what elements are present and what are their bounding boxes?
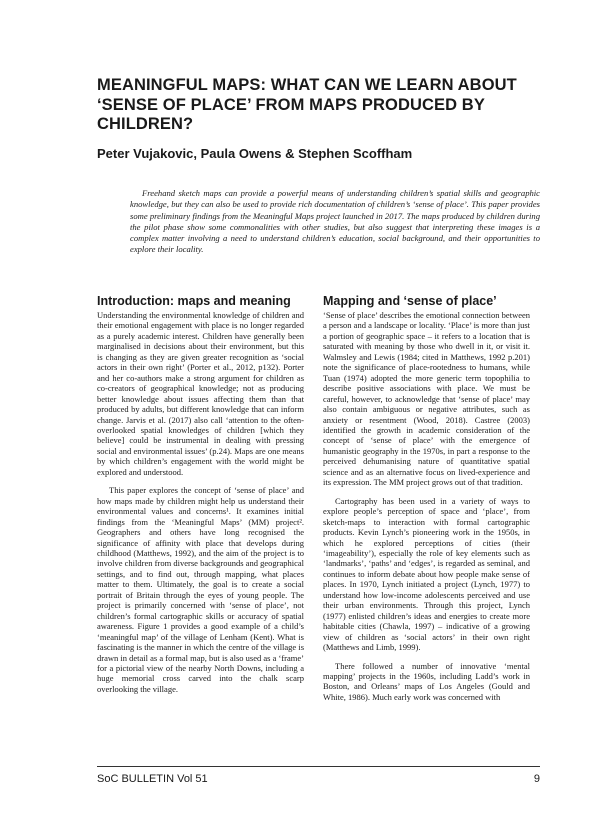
- article-abstract: Freehand sketch maps can provide a powerful means of understanding children’s spatial skills and geographic knowledge, but they can also be used to provide rich documentation of children’s ‘sense of place’. This paper provides some preliminary findings from the Meaningful Maps project launched in 2017. The maps produced by children during the pilot phase show some commonalities with other studies, but also suggest that interpreting these images is a complex matter involving a need to understand children’s education, social background, and their opportunities to explore their locality.: [130, 188, 540, 255]
- right-paragraph-3: There followed a number of innovative ‘mental mapping’ projects in the 1960s, including Ladd’s work in Boston, and Orleans’ maps of Los Angeles (Gould and White, 1986). Much early work was concerned with: [323, 660, 530, 702]
- footer-publication: SoC BULLETIN Vol 51: [97, 773, 208, 785]
- right-column: [323, 294, 530, 702]
- article-authors: Peter Vujakovic, Paula Owens & Stephen Scoffham: [97, 146, 413, 161]
- page-number: 9: [533, 773, 540, 785]
- section-heading-introduction: Introduction: maps and meaning: [97, 294, 291, 308]
- section-heading-mapping: Mapping and ‘sense of place’: [323, 294, 497, 308]
- left-paragraph-2: This paper explores the concept of ‘sense of place’ and how maps made by children might help us understand their environmental values and concerns¹. It examines initial findings from the ‘Meaningful Maps’ (MM) project². Geographers and others have long recognised the significance of affinity with place that develops during childhood (Matthews, 1992), and the aim of the project is to involve children from diverse backgrounds and geographical settings, and to find out, through mapping, what places matter to them. Ultimately, the goal is to create a social portrait of Britain through the eyes of young people. The project is primarily concerned with ‘sense of place’, not children’s formal cartographic skills or accuracy of spatial awareness. Figure 1 provides a good example of a child’s ‘meaningful map’ of the village of Lenham (Kent). What is fascinating is the manner in which the centre of the village is drawn in detail as a formal map, but is also used as a ‘frame’ for a pictorial view of the nearby North Downs, including a huge memorial cross carved into the chalk scarp overlooking the village.: [97, 485, 305, 694]
- right-paragraph-2: Cartography has been used in a variety of ways to explore people’s perception of space and ‘place’, from sketch-maps to interaction with formal cartographic products. Kevin Lynch’s pioneering work in the 1950s, in which he explored perceptions of cities (their ‘imageability’), especially the role of key elements such as ‘landmarks’, ‘paths’ and ‘edges’, is regarded as seminal, and continues to inform debate about how people make sense of places. In 1970, Lynch initiated a project (Lynch, 1977) to understand how low-income adolescents perceived and use their urban environments. Through this project, Lynch (1977) enlisted children’s ideas and energies to create more habitable cities (Chawla, 1997) – indicative of a growing view of children as ‘social actors’ in their own right (Matthews and Limb, 1999).: [323, 495, 530, 653]
- article-title: MEANINGFUL MAPS: WHAT CAN WE LEARN ABOUT ‘SENSE OF PLACE’ FROM MAPS PRODUCED BY CHILDREN?: [97, 76, 517, 133]
- right-paragraph-1: ‘Sense of place’ describes the emotional connection between a person and a landscape or locality. ‘Place’ is more than just a portion of geographic space – it refers to a location that is saturated with meaning by those who dwell in it, or visit it. Walmsley and Lewis (1984; cited in Matthews, 1992 p.201) note the significance of place-rootedness to humans, while Tuan (1974) adopted the more generic term topophilia to describe positive associations with place. We must be careful, however, to acknowledge that ‘sense of place’ may also contain ambiguous or negative attributes, such as anxiety or resentment (Wood, 2018). Castree (2003) identified the growth in academic consideration of the concept of ‘sense of place’ with the emergence of humanistic geography in the 1970s, in part a response to the perceived dehumanising nature of quantitative spatial science and as an alternative focus on lived-experience and its expression. The MM project grows out of that tradition.: [323, 310, 530, 488]
- footer-divider: [97, 766, 540, 767]
- left-paragraph-1: Understanding the environmental knowledge of children and their emotional engagement with place is no longer regarded as a purely academic interest. Children have generally been marginalised in decisions about their environment, but this is changing as they are given greater recognition as ‘social actors in their own right’ (Porter et al., 2012, p132). Porter and her co-authors make a strong argument for children as co-creators of geographical knowledge; not as producing better knowledge about issues affecting them than that produced by adults, but different knowledge that can inform change. Jarvis et al. (2017) also call ‘attention to the often-overlooked spatial knowledges of children [which they believe] could be instrumental in dealing with pressing social and environmental issues’ (p.24). Maps are one means by which children’s engagement with the world might be explored and understood.: [97, 310, 304, 477]
- left-column: [97, 294, 304, 694]
